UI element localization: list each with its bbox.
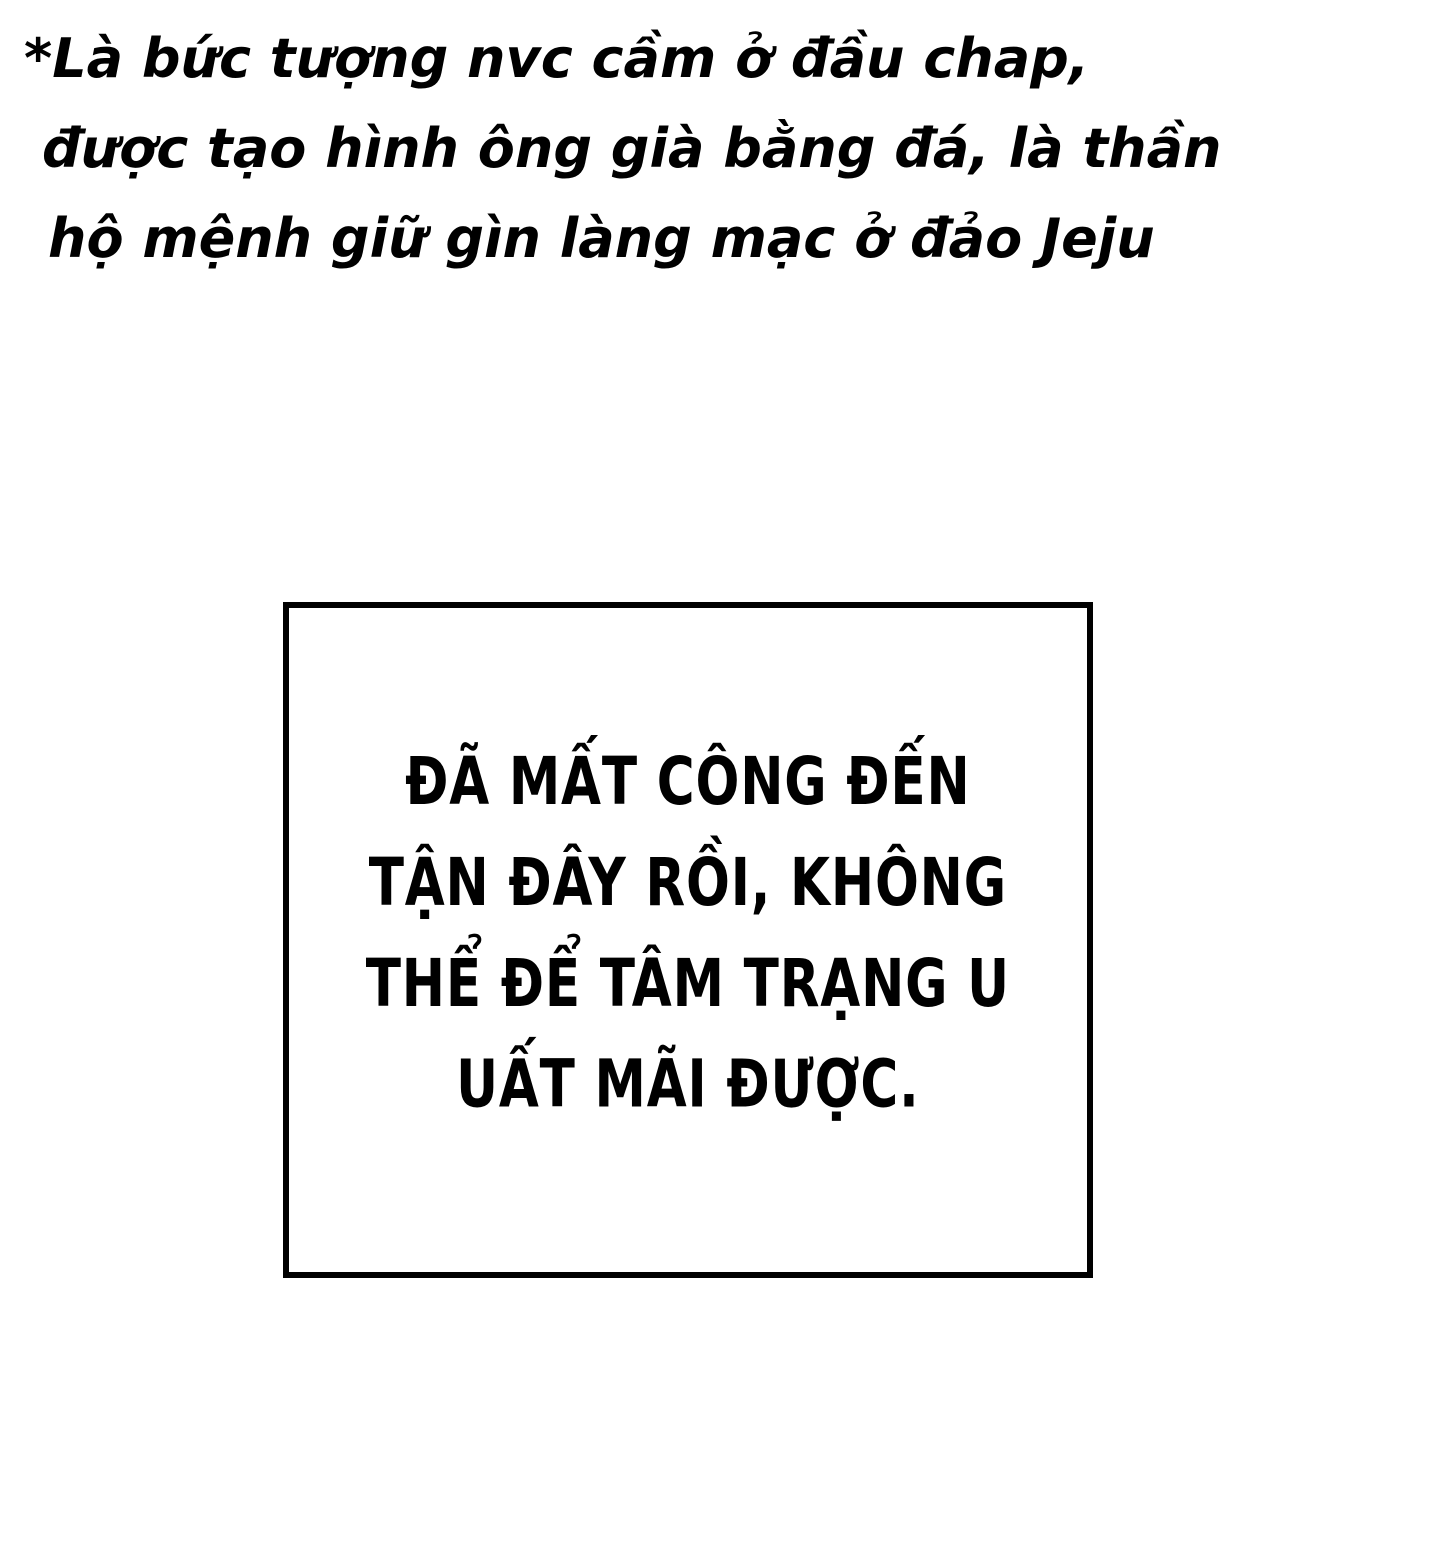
translator-note-line: được tạo hình ông già bằng đá, là thần (42, 117, 1222, 180)
dialogue-line: THỂ ĐỂ TÂM TRẠNG U (365, 945, 1011, 1022)
dialogue-line: UẤT MÃI ĐƯỢC. (456, 1046, 920, 1123)
dialogue-text (366, 731, 1010, 1135)
dialogue-box (283, 602, 1093, 1278)
translator-note-line: *Là bức tượng nvc cầm ở đầu chap, (24, 27, 1090, 90)
translator-note (24, 14, 1221, 284)
dialogue-line: ĐÃ MẤT CÔNG ĐẾN (405, 743, 971, 820)
dialogue-line: TẬN ĐÂY RỒI, KHÔNG (368, 844, 1008, 921)
translator-note-line: hộ mệnh giữ gìn làng mạc ở đảo Jeju (48, 207, 1155, 270)
